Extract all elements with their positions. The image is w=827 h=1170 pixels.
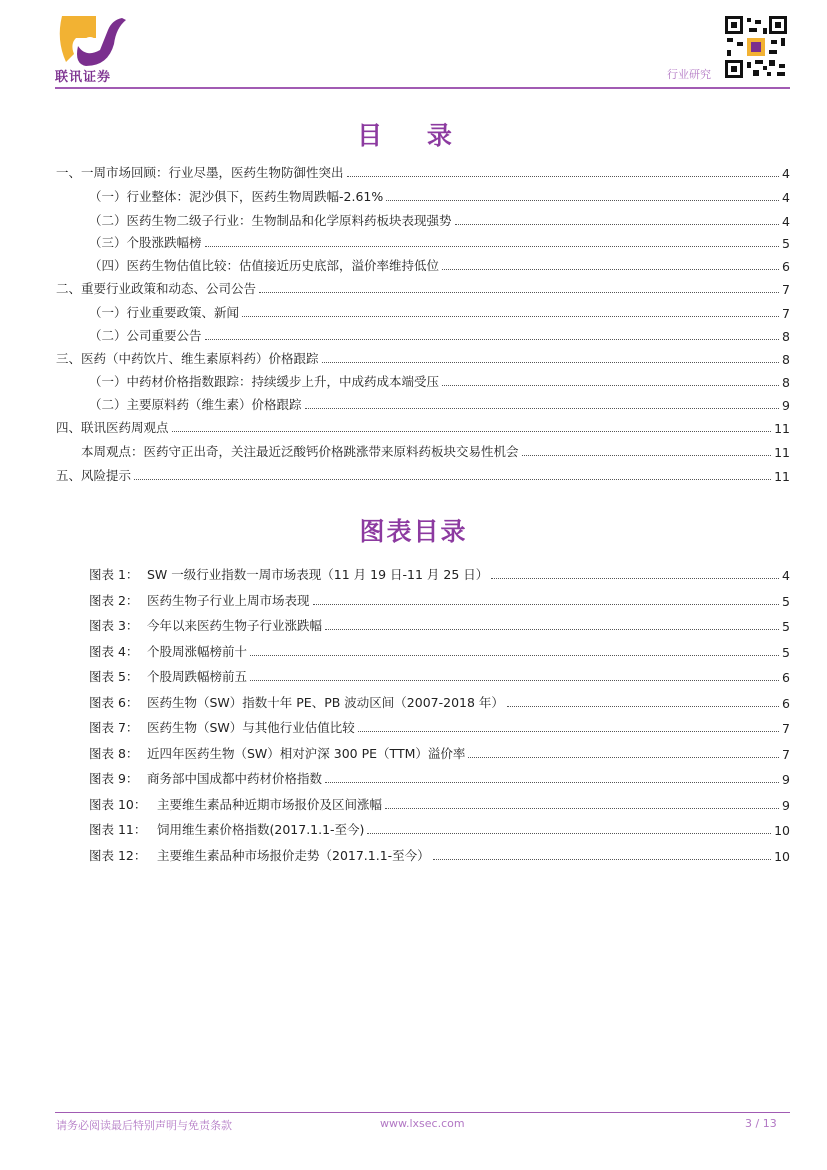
toc-entry-label: （一）中药材价格指数跟踪：持续缓步上升，中成药成本端受压 — [89, 374, 440, 389]
figure-entry-label: 图表 10： — [89, 796, 147, 812]
figure-entry[interactable] — [89, 818, 790, 838]
figure-entry-label: 图表 6： — [89, 694, 139, 710]
dot-leader — [305, 408, 780, 409]
dot-leader — [313, 604, 780, 605]
toc-entry-page: 11 — [774, 421, 790, 436]
figure-entry[interactable] — [89, 614, 790, 634]
figure-entry-page: 10 — [774, 848, 790, 864]
toc-entry-label: 本周观点：医药守正出奇，关注最近泛酸钙价格跳涨带来原料药板块交易性机会 — [81, 444, 519, 459]
toc-entry-label: （四）医药生物估值比较：估值接近历史底部，溢价率维持低位 — [89, 258, 440, 273]
figure-entry-label: 图表 5： — [89, 669, 139, 684]
toc-entry-label: 三、医药（中药饮片、维生素原料药）价格跟踪 — [56, 351, 319, 366]
toc-entry-page: 4 — [782, 190, 790, 205]
toc-entry-label: （二）主要原料药（维生素）价格跟踪 — [89, 397, 302, 412]
footer-page-number: 3 / 13 — [745, 1117, 777, 1130]
qr-code-icon[interactable] — [723, 14, 789, 80]
figure-entry-page: 5 — [782, 619, 790, 634]
toc-entry-page: 6 — [782, 259, 790, 274]
dot-leader — [468, 757, 779, 758]
dot-leader — [442, 269, 779, 270]
toc-entry-label: （一）行业整体：泥沙俱下，医药生物周跌幅-2.61% — [89, 189, 384, 204]
toc-entry[interactable] — [89, 370, 790, 390]
figure-entry-title: SW 一级行业指数一周市场表现（11 月 19 日-11 月 25 日） — [147, 567, 489, 582]
dot-leader — [358, 731, 779, 732]
toc-entry[interactable] — [56, 161, 790, 181]
figure-entry[interactable] — [89, 767, 790, 787]
figure-entry-label: 图表 7： — [89, 720, 139, 735]
footer-divider — [55, 1112, 790, 1113]
figure-entry-page: 6 — [782, 670, 790, 685]
header-divider — [55, 87, 790, 89]
dot-leader — [242, 316, 779, 317]
toc-entry[interactable] — [89, 209, 790, 229]
figure-entry-page: 7 — [782, 721, 790, 736]
toc-entry-label: （三）个股涨跌幅榜 — [89, 235, 202, 250]
figures-title: 图表目录 — [359, 517, 468, 546]
toc-entry-page: 8 — [782, 329, 790, 344]
toc-entry[interactable] — [56, 277, 790, 297]
dot-leader — [205, 339, 780, 340]
dot-leader — [325, 782, 779, 783]
toc-entry-label: 二、重要行业政策和动态、公司公告 — [56, 281, 257, 296]
dot-leader — [455, 224, 780, 225]
figure-entry-label: 图表 4： — [89, 643, 139, 659]
dot-leader — [322, 362, 780, 363]
dot-leader — [522, 455, 772, 456]
toc-entry-label: 一、一周市场回顾：行业尽墨，医药生物防御性突出 — [56, 165, 344, 180]
dot-leader — [385, 808, 779, 809]
figure-entry-page: 10 — [774, 823, 790, 838]
figure-entry-title: 饲用维生素价格指数(2017.1.1-至今) — [157, 822, 365, 837]
dot-leader — [250, 680, 779, 681]
figure-entry-page: 7 — [782, 746, 790, 762]
toc-entry[interactable] — [89, 231, 790, 251]
dot-leader — [386, 200, 779, 201]
toc-entry-label: 四、联讯医药周观点 — [56, 420, 169, 435]
toc-title: 目 录 — [357, 121, 470, 150]
footer-disclaimer[interactable]: 请务必阅读最后特别声明与免责条款 — [56, 1119, 232, 1132]
dot-leader — [442, 385, 779, 386]
figure-entry[interactable] — [89, 691, 790, 711]
figure-entry-title: 商务部中国成都中药材价格指数 — [147, 771, 323, 786]
toc-entry-page: 7 — [782, 306, 790, 321]
figure-entry-title: 今年以来医药生物子行业涨跌幅 — [147, 618, 323, 633]
toc-entry-page: 11 — [774, 469, 790, 484]
figure-entry[interactable] — [89, 563, 790, 583]
figure-entry-page: 9 — [782, 772, 790, 787]
figure-entry-title: 医药生物（SW）与其他行业估值比较 — [147, 720, 355, 735]
toc-entry-page: 8 — [782, 375, 790, 390]
toc-entry[interactable] — [89, 324, 790, 344]
figure-entry-title: 主要维生素品种近期市场报价及区间涨幅 — [157, 796, 383, 812]
figure-entry-title: 医药生物子行业上周市场表现 — [147, 592, 310, 608]
section-tag: 行业研究 — [667, 68, 711, 81]
figure-entry-title: 个股周涨幅榜前十 — [147, 643, 248, 659]
dot-leader — [259, 292, 779, 293]
figure-entry[interactable] — [89, 640, 790, 660]
dot-leader — [507, 706, 779, 707]
toc-entry[interactable] — [89, 185, 790, 205]
figure-entry-label: 图表 9： — [89, 771, 139, 786]
figure-entry[interactable] — [89, 793, 790, 813]
dot-leader — [250, 655, 779, 656]
dot-leader — [347, 176, 780, 177]
figure-entry-title: 个股周跌幅榜前五 — [147, 669, 248, 684]
figure-entry[interactable] — [89, 716, 790, 736]
toc-entry[interactable] — [89, 393, 790, 413]
figure-entry-title: 医药生物（SW）指数十年 PE、PB 波动区间（2007-2018 年） — [147, 694, 504, 710]
figure-entry-label: 图表 8： — [89, 745, 139, 761]
figure-entry-page: 4 — [782, 568, 790, 583]
figure-entry-label: 图表 2： — [89, 592, 139, 608]
toc-entry-label: 五、风险提示 — [56, 468, 132, 483]
figure-entry-label: 图表 11： — [89, 822, 147, 837]
figure-entry-title: 主要维生素品种市场报价走势（2017.1.1-至今） — [157, 847, 430, 863]
toc-entry[interactable] — [81, 440, 790, 460]
toc-entry-label: （一）行业重要政策、新闻 — [89, 305, 240, 320]
toc-entry-label: （二）医药生物二级子行业：生物制品和化学原料药板块表现强势 — [89, 213, 452, 228]
figure-entry-title: 近四年医药生物（SW）相对沪深 300 PE（TTM）溢价率 — [147, 745, 466, 761]
figure-entry-page: 5 — [782, 593, 790, 609]
figure-entry-label: 图表 12： — [89, 847, 147, 863]
dot-leader — [491, 578, 779, 579]
page-header — [0, 0, 827, 100]
toc-entry-page: 8 — [782, 352, 790, 367]
toc-entry-page: 5 — [782, 236, 790, 251]
dot-leader — [367, 833, 771, 834]
dot-leader — [205, 246, 780, 247]
brand-name: 联讯证券 — [55, 70, 112, 85]
footer-website[interactable]: www.lxsec.com — [380, 1117, 465, 1130]
toc-entry[interactable] — [89, 254, 790, 274]
figure-entry-label: 图表 1： — [89, 567, 139, 582]
toc-entry-label: （二）公司重要公告 — [89, 328, 202, 343]
toc-entry[interactable] — [56, 464, 790, 484]
figure-entry[interactable] — [89, 742, 790, 762]
toc-entry-page: 4 — [782, 166, 790, 181]
toc-entry-page: 7 — [782, 282, 790, 297]
figure-entry[interactable] — [89, 665, 790, 685]
toc-entry[interactable] — [89, 301, 790, 321]
dot-leader — [172, 431, 772, 432]
figure-entry-page: 9 — [782, 797, 790, 813]
figure-entry-page: 6 — [782, 695, 790, 711]
toc-entry-page: 9 — [782, 398, 790, 413]
figure-entry[interactable] — [89, 589, 790, 609]
toc-entry[interactable] — [56, 347, 790, 367]
toc-entry[interactable] — [56, 416, 790, 436]
dot-leader — [433, 859, 771, 860]
figure-entry-label: 图表 3： — [89, 618, 139, 633]
toc-entry-page: 4 — [782, 214, 790, 229]
figure-entry-page: 5 — [782, 644, 790, 660]
dot-leader — [134, 479, 771, 480]
toc-entry-page: 11 — [774, 445, 790, 460]
figure-entry[interactable] — [89, 844, 790, 864]
dot-leader — [325, 629, 779, 630]
